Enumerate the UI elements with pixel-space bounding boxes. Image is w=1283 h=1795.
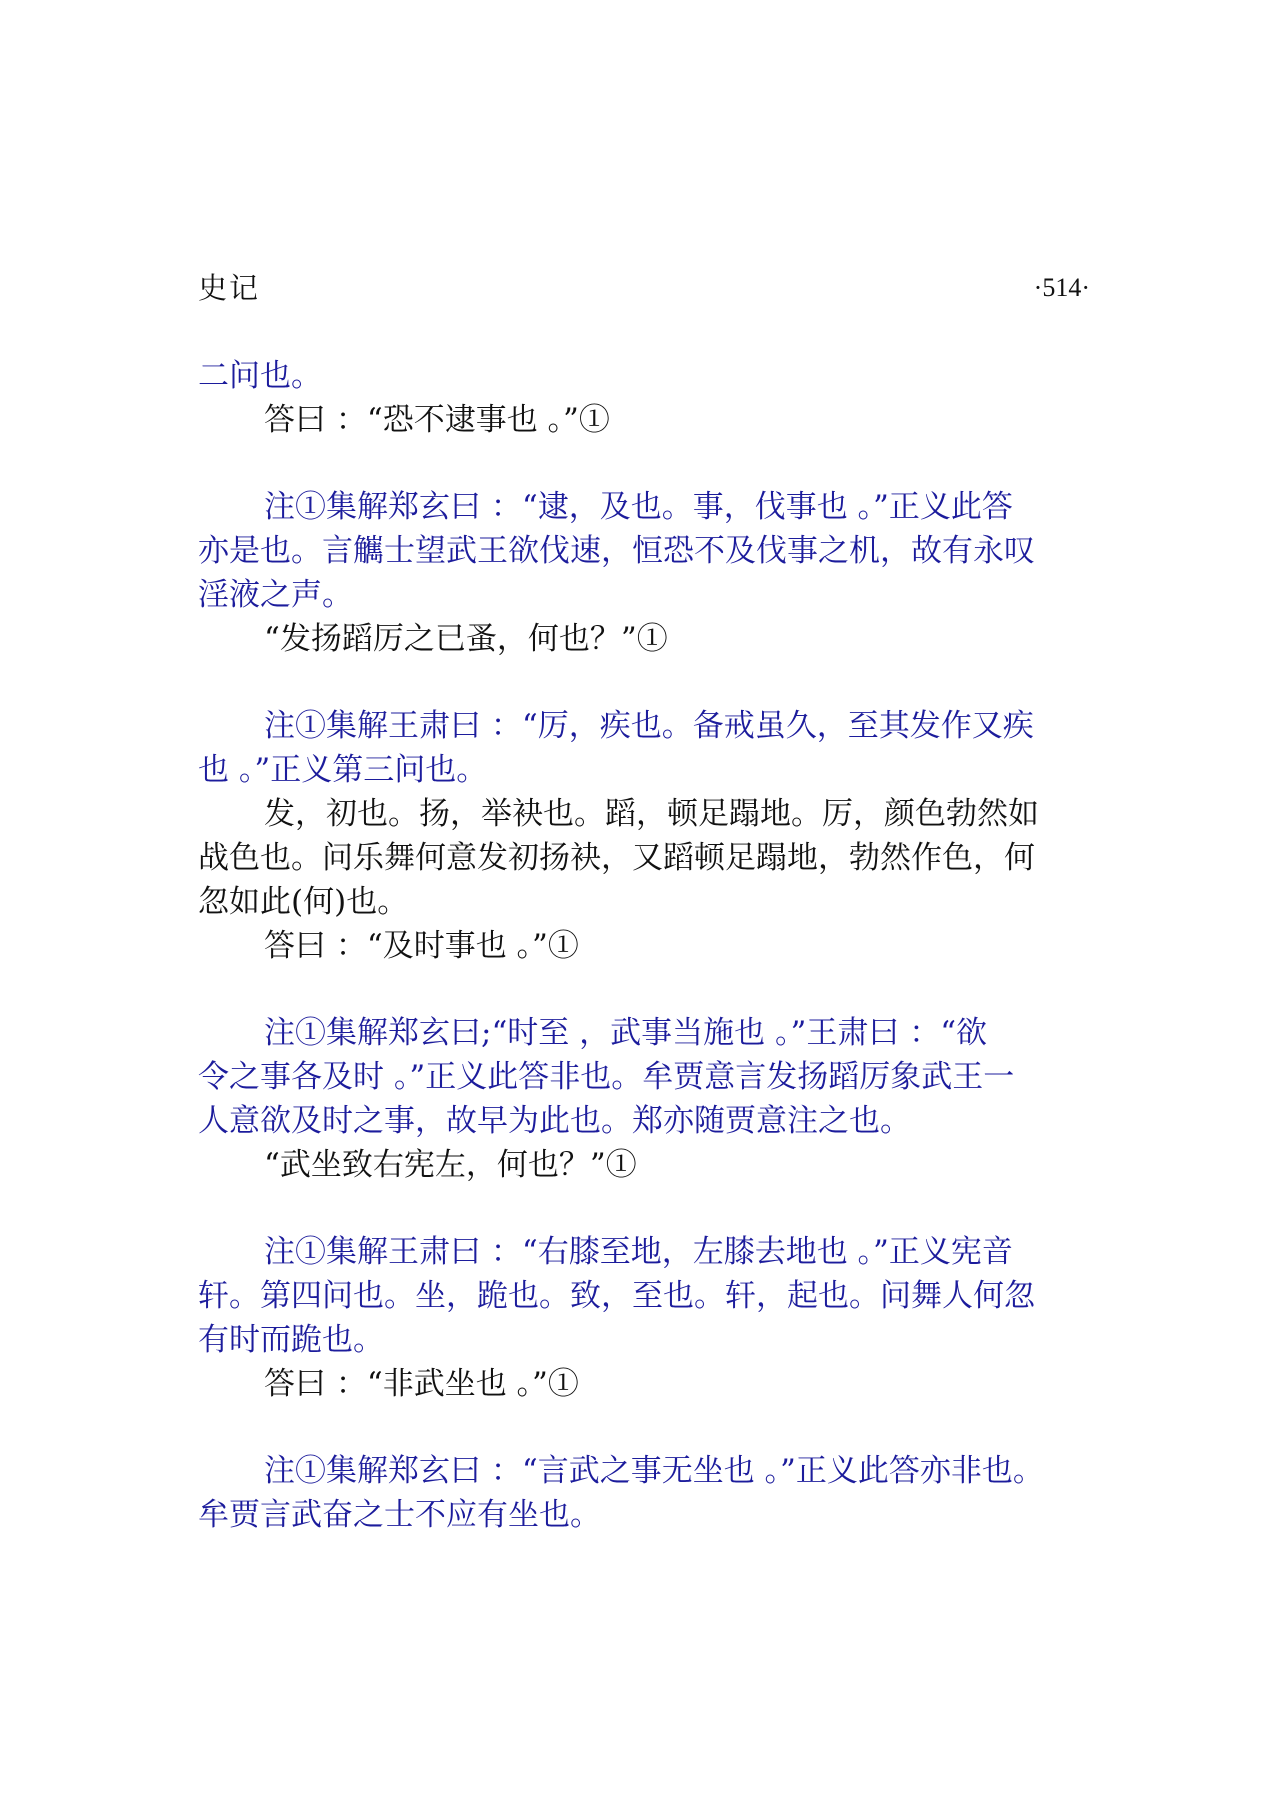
- book-title: 史记: [198, 271, 261, 305]
- annotation-line: 亦是也。言觽士望武王欲伐速，恒恐不及伐事之机，故有永叹: [198, 533, 1035, 569]
- paragraph-gap: [198, 1406, 1108, 1449]
- annotation-line: 轩。第四问也。坐，跪也。致，至也。轩，起也。问舞人何忽: [198, 1278, 1035, 1314]
- paragraph-gap: [198, 442, 1108, 485]
- text-line: 战色也。问乐舞何意发初扬袂，又蹈顿足蹋地，勃然作色，何: [198, 840, 1035, 876]
- page-body: [198, 354, 1108, 1537]
- page-header: [198, 268, 1090, 308]
- annotation-line: 人意欲及时之事，故早为此也。郑亦随贾意注之也。: [198, 1103, 911, 1139]
- text-line: “武坐致右宪左，何也？”①: [264, 1147, 637, 1183]
- text-line: 忽如此(何)也。: [198, 884, 409, 920]
- annotation-line: 二问也。: [198, 358, 322, 394]
- text-line: 答曰 ：“非武坐也 。”①: [264, 1366, 579, 1402]
- annotation-line: 也 。”正义第三问也。: [198, 752, 488, 788]
- annotation-line: 注①集解王肃曰 ：“厉，疾也。备戒虽久，至其发作又疾: [264, 708, 1034, 744]
- text-line: 答曰 ：“恐不逮事也 。”①: [264, 402, 610, 438]
- annotation-line: 令之事各及时 。”正义此答非也。牟贾意言发扬蹈厉象武王一: [198, 1059, 1015, 1095]
- paragraph-gap: [198, 661, 1108, 704]
- page-number: ·514·: [1033, 273, 1090, 302]
- paragraph-gap: [198, 968, 1108, 1011]
- annotation-line: 注①集解王肃曰 ：“右膝至地，左膝去地也 。”正义宪音: [264, 1234, 1013, 1270]
- annotation-line: 有时而跪也。: [198, 1322, 384, 1358]
- text-line: “发扬蹈厉之已蚤，何也？”①: [264, 621, 668, 657]
- annotation-line: 淫液之声。: [198, 577, 353, 613]
- paragraph-gap: [198, 1187, 1108, 1230]
- annotation-line: 牟贾言武奋之士不应有坐也。: [198, 1497, 601, 1533]
- annotation-line: 注①集解郑玄曰 ：“言武之事无坐也 。”正义此答亦非也。: [264, 1453, 1044, 1489]
- annotation-line: 注①集解郑玄曰;“时至 ，武事当施也 。”王肃曰 ：“欲: [264, 1015, 988, 1051]
- text-line: 发，初也。扬，举袂也。蹈，顿足蹋地。厉，颜色勃然如: [264, 796, 1039, 832]
- annotation-line: 注①集解郑玄曰 ：“逮，及也。事，伐事也 。”正义此答: [264, 489, 1013, 525]
- text-line: 答曰 ：“及时事也 。”①: [264, 928, 579, 964]
